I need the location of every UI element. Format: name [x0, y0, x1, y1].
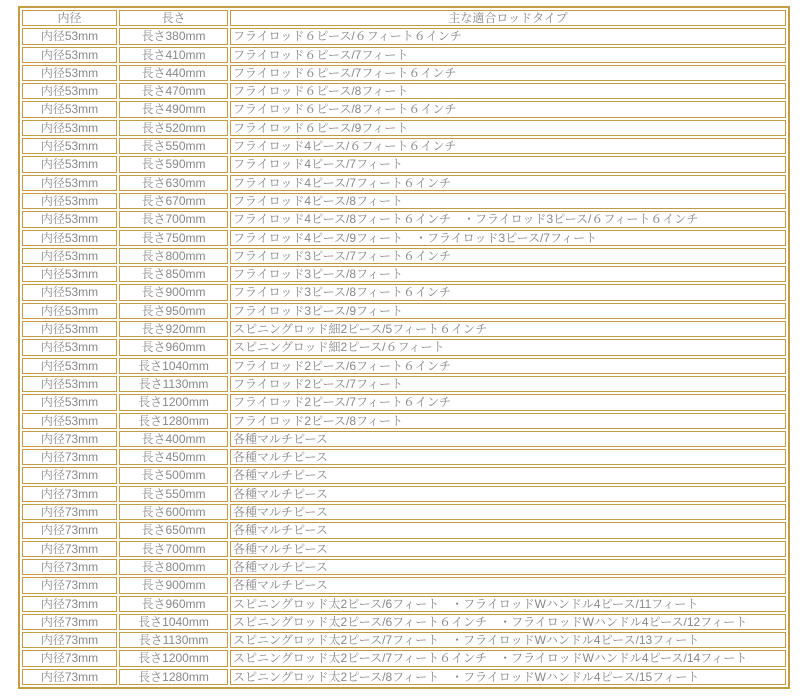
cell-inner-diameter: 内径53mm — [22, 394, 117, 410]
cell-inner-diameter: 内径53mm — [22, 138, 117, 154]
cell-rod-types: フライロッド６ピース/8フィート — [230, 83, 786, 99]
cell-length: 長さ600mm — [119, 504, 228, 520]
table-row — [22, 193, 786, 209]
cell-rod-types: フライロッド4ピース/7フィート — [230, 156, 786, 172]
table-row — [22, 230, 786, 246]
cell-length: 長さ900mm — [119, 284, 228, 300]
cell-length: 長さ1040mm — [119, 358, 228, 374]
cell-inner-diameter: 内径53mm — [22, 321, 117, 337]
table-row — [22, 504, 786, 520]
cell-inner-diameter: 内径73mm — [22, 449, 117, 465]
cell-inner-diameter: 内径73mm — [22, 431, 117, 447]
cell-rod-types: フライロッド2ピース/8フィート — [230, 413, 786, 429]
cell-length: 長さ670mm — [119, 193, 228, 209]
cell-inner-diameter: 内径53mm — [22, 413, 117, 429]
cell-rod-types: フライロッド4ピース/8フィート６インチ ・フライロッド3ピース/６フィート６インチ — [230, 211, 786, 227]
cell-rod-types: スピニングロッド太2ピース/6フィート６インチ ・フライロッドWハンドル4ピース/12フィート — [230, 614, 786, 630]
cell-inner-diameter: 内径53mm — [22, 339, 117, 355]
cell-inner-diameter: 内径73mm — [22, 596, 117, 612]
table-row — [22, 175, 786, 191]
cell-length: 長さ950mm — [119, 303, 228, 319]
cell-rod-types: フライロッド2ピース/6フィート６インチ — [230, 358, 786, 374]
cell-rod-types: フライロッド4ピース/６フィート６インチ — [230, 138, 786, 154]
cell-length: 長さ440mm — [119, 65, 228, 81]
table-row — [22, 541, 786, 557]
cell-length: 長さ750mm — [119, 230, 228, 246]
cell-length: 長さ470mm — [119, 83, 228, 99]
table-body — [22, 28, 786, 685]
cell-inner-diameter: 内径73mm — [22, 541, 117, 557]
cell-inner-diameter: 内径73mm — [22, 650, 117, 666]
cell-rod-types: フライロッド3ピース/9フィート — [230, 303, 786, 319]
table-row — [22, 669, 786, 685]
table-row — [22, 449, 786, 465]
cell-length: 長さ450mm — [119, 449, 228, 465]
cell-length: 長さ1130mm — [119, 632, 228, 648]
cell-rod-types: 各種マルチピース — [230, 504, 786, 520]
cell-length: 長さ1280mm — [119, 669, 228, 685]
cell-inner-diameter: 内径73mm — [22, 669, 117, 685]
cell-rod-types: スピニングロッド太2ピース/8フィート ・フライロッドWハンドル4ピース/15フィート — [230, 669, 786, 685]
cell-rod-types: スピニングロッド細2ピース/5フィート６インチ — [230, 321, 786, 337]
cell-rod-types: フライロッド3ピース/8フィート — [230, 266, 786, 282]
cell-inner-diameter: 内径53mm — [22, 284, 117, 300]
table-row — [22, 339, 786, 355]
table-row — [22, 632, 786, 648]
table-row — [22, 120, 786, 136]
cell-inner-diameter: 内径53mm — [22, 303, 117, 319]
cell-length: 長さ800mm — [119, 559, 228, 575]
cell-rod-types: フライロッド4ピース/8フィート — [230, 193, 786, 209]
cell-inner-diameter: 内径53mm — [22, 266, 117, 282]
table-row — [22, 248, 786, 264]
cell-length: 長さ1130mm — [119, 376, 228, 392]
cell-inner-diameter: 内径73mm — [22, 577, 117, 593]
table-row — [22, 614, 786, 630]
table-row — [22, 376, 786, 392]
rod-spec-table — [18, 6, 790, 689]
cell-rod-types: フライロッド６ピース/7フィート６インチ — [230, 65, 786, 81]
table-row — [22, 101, 786, 117]
cell-rod-types: フライロッド2ピース/7フィート — [230, 376, 786, 392]
cell-length: 長さ410mm — [119, 47, 228, 63]
cell-inner-diameter: 内径73mm — [22, 467, 117, 483]
cell-rod-types: 各種マルチピース — [230, 431, 786, 447]
table-row — [22, 577, 786, 593]
header-row — [22, 10, 786, 26]
cell-inner-diameter: 内径53mm — [22, 47, 117, 63]
table-row — [22, 413, 786, 429]
cell-length: 長さ1200mm — [119, 650, 228, 666]
cell-length: 長さ900mm — [119, 577, 228, 593]
cell-inner-diameter: 内径53mm — [22, 156, 117, 172]
table-row — [22, 467, 786, 483]
cell-length: 長さ920mm — [119, 321, 228, 337]
cell-rod-types: フライロッド3ピース/7フィート６インチ — [230, 248, 786, 264]
table-row — [22, 28, 786, 44]
cell-length: 長さ1040mm — [119, 614, 228, 630]
cell-inner-diameter: 内径53mm — [22, 175, 117, 191]
cell-length: 長さ550mm — [119, 138, 228, 154]
cell-inner-diameter: 内径53mm — [22, 193, 117, 209]
cell-rod-types: 各種マルチピース — [230, 522, 786, 538]
cell-inner-diameter: 内径53mm — [22, 83, 117, 99]
cell-rod-types: 各種マルチピース — [230, 541, 786, 557]
cell-inner-diameter: 内径53mm — [22, 248, 117, 264]
table-row — [22, 303, 786, 319]
cell-length: 長さ500mm — [119, 467, 228, 483]
cell-rod-types: フライロッド3ピース/8フィート６インチ — [230, 284, 786, 300]
table-row — [22, 284, 786, 300]
cell-inner-diameter: 内径53mm — [22, 376, 117, 392]
cell-inner-diameter: 内径73mm — [22, 504, 117, 520]
cell-length: 長さ380mm — [119, 28, 228, 44]
cell-length: 長さ630mm — [119, 175, 228, 191]
cell-length: 長さ1280mm — [119, 413, 228, 429]
cell-inner-diameter: 内径53mm — [22, 230, 117, 246]
cell-length: 長さ1200mm — [119, 394, 228, 410]
table-row — [22, 321, 786, 337]
table-row — [22, 559, 786, 575]
cell-length: 長さ650mm — [119, 522, 228, 538]
table-row — [22, 65, 786, 81]
table-row — [22, 596, 786, 612]
cell-inner-diameter: 内径73mm — [22, 486, 117, 502]
col-header-length: 長さ — [119, 10, 228, 26]
cell-rod-types: フライロッド4ピース/7フィート６インチ — [230, 175, 786, 191]
cell-inner-diameter: 内径73mm — [22, 632, 117, 648]
col-header-rod-types: 主な適合ロッドタイプ — [230, 10, 786, 26]
table-row — [22, 138, 786, 154]
cell-rod-types: フライロッド６ピース/６フィート６インチ — [230, 28, 786, 44]
table-row — [22, 650, 786, 666]
cell-rod-types: 各種マルチピース — [230, 577, 786, 593]
cell-inner-diameter: 内径53mm — [22, 65, 117, 81]
cell-rod-types: フライロッド６ピース/9フィート — [230, 120, 786, 136]
cell-length: 長さ490mm — [119, 101, 228, 117]
cell-inner-diameter: 内径53mm — [22, 120, 117, 136]
cell-rod-types: スピニングロッド細2ピース/６フィート — [230, 339, 786, 355]
cell-rod-types: スピニングロッド太2ピース/6フィート ・フライロッドWハンドル4ピース/11フィート — [230, 596, 786, 612]
cell-rod-types: 各種マルチピース — [230, 449, 786, 465]
table-row — [22, 486, 786, 502]
table-header — [22, 10, 786, 26]
table-row — [22, 394, 786, 410]
table-row — [22, 522, 786, 538]
cell-inner-diameter: 内径53mm — [22, 211, 117, 227]
cell-inner-diameter: 内径73mm — [22, 559, 117, 575]
cell-length: 長さ850mm — [119, 266, 228, 282]
cell-rod-types: フライロッド６ピース/8フィート６インチ — [230, 101, 786, 117]
cell-inner-diameter: 内径53mm — [22, 28, 117, 44]
cell-rod-types: フライロッド６ピース/7フィート — [230, 47, 786, 63]
cell-rod-types: スピニングロッド太2ピース/7フィート ・フライロッドWハンドル4ピース/13フィート — [230, 632, 786, 648]
cell-length: 長さ520mm — [119, 120, 228, 136]
cell-inner-diameter: 内径53mm — [22, 358, 117, 374]
cell-length: 長さ700mm — [119, 211, 228, 227]
cell-rod-types: スピニングロッド太2ピース/7フィート６インチ ・フライロッドWハンドル4ピース/14フィート — [230, 650, 786, 666]
cell-rod-types: フライロッド2ピース/7フィート６インチ — [230, 394, 786, 410]
cell-length: 長さ590mm — [119, 156, 228, 172]
table-row — [22, 83, 786, 99]
cell-rod-types: 各種マルチピース — [230, 486, 786, 502]
table-row — [22, 266, 786, 282]
cell-inner-diameter: 内径53mm — [22, 101, 117, 117]
table-row — [22, 211, 786, 227]
cell-length: 長さ400mm — [119, 431, 228, 447]
cell-inner-diameter: 内径73mm — [22, 522, 117, 538]
cell-inner-diameter: 内径73mm — [22, 614, 117, 630]
cell-length: 長さ550mm — [119, 486, 228, 502]
cell-rod-types: 各種マルチピース — [230, 559, 786, 575]
table-row — [22, 431, 786, 447]
table-row — [22, 47, 786, 63]
cell-length: 長さ960mm — [119, 339, 228, 355]
table-row — [22, 358, 786, 374]
cell-rod-types: 各種マルチピース — [230, 467, 786, 483]
cell-length: 長さ800mm — [119, 248, 228, 264]
cell-length: 長さ700mm — [119, 541, 228, 557]
col-header-inner-diameter: 内径 — [22, 10, 117, 26]
cell-rod-types: フライロッド4ピース/9フィート ・フライロッド3ピース/7フィート — [230, 230, 786, 246]
table-row — [22, 156, 786, 172]
cell-length: 長さ960mm — [119, 596, 228, 612]
